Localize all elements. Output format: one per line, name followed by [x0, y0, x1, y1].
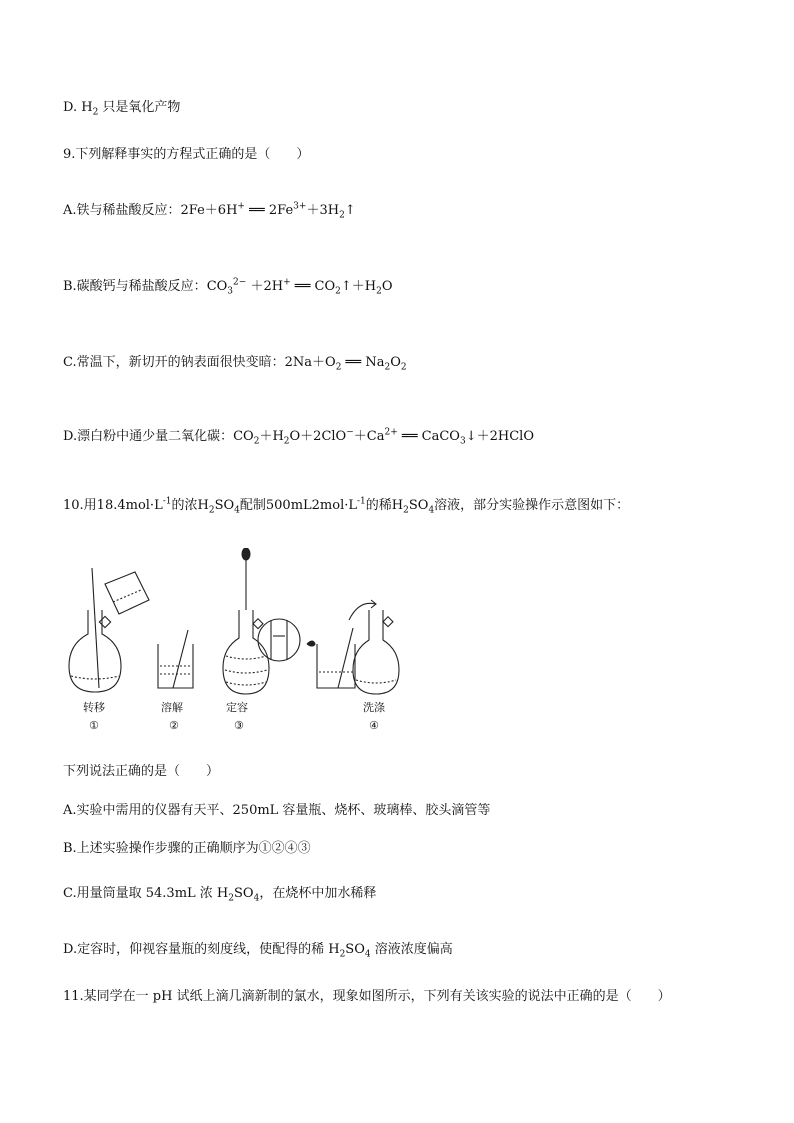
caption-fill: 定容 — [226, 701, 248, 714]
q10-option-c: C.用量筒量取 54.3mL 浓 $H_2SO_4$，在烧杯中加水稀释 — [63, 886, 377, 904]
q8-option-d: D. $H_2$ 只是氧化产物 — [63, 100, 181, 118]
step1-transfer-illustration — [69, 568, 149, 692]
caption-num-1: ① — [89, 719, 99, 732]
caption-dissolve: 溶解 — [161, 701, 183, 714]
lab-procedure-figure — [63, 548, 403, 738]
caption-transfer: 转移 — [83, 701, 105, 714]
caption-num-3: ③ — [234, 719, 244, 732]
q10-stem: 10.用$18.4mol\cdot L^{-1}$的浓$H_2SO_4$配制$500mL2mol\cdot L^{-1}$的稀$H_2SO_4$溶液，部分实验操作示意图如下： — [63, 496, 630, 516]
caption-num-2: ② — [169, 719, 179, 732]
q10-option-d: D.定容时，仰视容量瓶的刻度线，使配得的稀 $H_2SO_4$ 溶液浓度偏高 — [63, 942, 453, 960]
q9-stem: 9.下列解释事实的方程式正确的是（ ） — [63, 147, 310, 162]
q9-option-a: A.铁与稀盐酸反应：2Fe＋6H+ ══ $2Fe^{3+}+3H_2↑$ — [63, 201, 356, 221]
step2-dissolve-illustration — [158, 630, 193, 688]
q9-option-c: C.常温下，新切开的钠表面很快变暗：$2Na+O_2$ ══ $Na_2O_2$ — [63, 355, 407, 373]
q10-option-a: A.实验中需用的仪器有天平、250mL 容量瓶、烧杯、玻璃棒、胶头滴管等 — [63, 803, 491, 818]
caption-num-4: ④ — [369, 719, 379, 732]
q10-option-b: B.上述实验操作步骤的正确顺序为①②④③ — [63, 841, 311, 856]
q11-stem: 11.某同学在一 pH 试纸上滴几滴新制的氯水，现象如图所示，下列有关该实验的说法中正确的是（ ） — [63, 989, 671, 1004]
step3-fill-to-mark-illustration — [223, 548, 315, 694]
q9-option-b: B.碳酸钙与稀盐酸反应：$CO_3^{2-} +2H^+$ ══ $CO_2↑+H_2O$ — [63, 277, 393, 297]
step4-wash-illustration — [317, 600, 399, 694]
caption-wash: 洗涤 — [363, 701, 385, 714]
q10-ask: 下列说法正确的是（ ） — [63, 764, 220, 779]
q9-option-d: D.漂白粉中通少量二氧化碳：$CO_2+H_2O+2ClO^-+Ca^{2+}$ ══ CaCO$_3$↓＋2HClO — [63, 427, 534, 447]
